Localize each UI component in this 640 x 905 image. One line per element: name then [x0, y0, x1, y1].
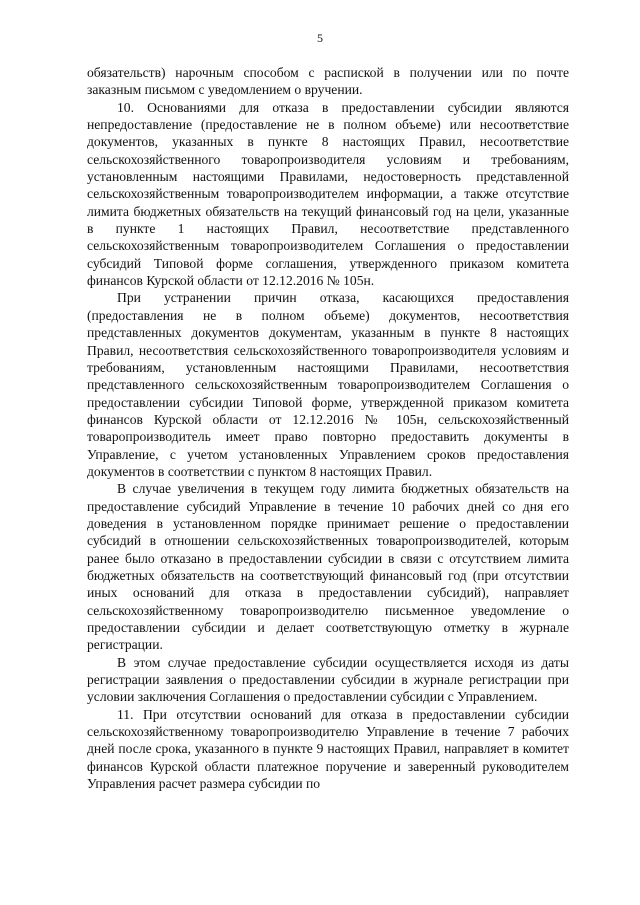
document-body: [87, 64, 569, 792]
paragraph-continuation: обязательств) нарочным способом с распиской в получении или по почте заказным письмом с уведомлением о вручении.: [87, 65, 569, 98]
paragraph-limit-increase: В случае увеличения в текущем году лимита бюджетных обязательств на предоставление субсидий Управление в течение 10 рабочих дней со дня его доведения в установленном порядке принимает решение о предоставлении субсидий в отношении сельскохозяйственных товаропроизводителей, которым ранее было отказано в предоставлении субсидии в связи с отсутствием лимита бюджетных обязательств на соответствующий финансовый год (при отсутствии иных оснований для отказа в предоставлении субсидий), направляет сельскохозяйственному товаропроизводителю письменное уведомление о предоставлении субсидии и делает соответствующую отметку в журнале регистрации.: [87, 481, 569, 653]
paragraph-registration-date: В этом случае предоставление субсидии осуществляется исходя из даты регистрации заявления о предоставлении субсидии в журнале регистрации при условии заключения Соглашения о предоставлении субсидии с Управлением.: [87, 654, 569, 705]
paragraph-resubmission: При устранении причин отказа, касающихся предоставления (предоставления не в полном объеме) документов, несоответствия представленных документов документам, указанным в пункте 8 настоящих Правил, несоответствия сельскохозяйственного товаропроизводителя условиям и требованиям, установленным настоящими Правилами, несоответствия представленного сельскохозяйственным товаропроизводителем Соглашения о предоставлении субсидии Типовой форме, утвержденной приказом комитета финансов Курской области от 12.12.2016 № 105н, сельскохозяйственный товаропроизводитель имеет право повторно предоставить документы в Управление, с учетом установленных Управлением сроков предоставления документов в соответствии с пунктом 8 настоящих Правил.: [87, 290, 569, 479]
paragraph-clause-10: 10. Основаниями для отказа в предоставлении субсидии являются непредоставление (предоставление не в полном объеме) или несоответствие документов, указанных в пункте 8 настоящих Правил, несоответствие сельскохозяйственного товаропроизводителя условиям и требованиям, установленным настоящими Правилами, недостоверность представленной сельскохозяйственным товаропроизводителем информации, а также отсутствие лимита бюджетных обязательств на текущий финансовый год на цели, указанные в пункте 1 настоящих Правил, несоответствие представленного сельскохозяйственным товаропроизводителем Соглашения о предоставлении субсидий Типовой форме соглашения, утвержденного приказом комитета финансов Курской области от 12.12.2016 № 105н.: [87, 99, 569, 289]
paragraph-clause-11: 11. При отсутствии оснований для отказа в предоставлении субсидии сельскохозяйственному товаропроизводителю Управление в течение 7 рабочих дней после срока, указанного в пункте 9 настоящих Правил, направляет в комитет финансов Курской области платежное поручение и заверенный руководителем Управления расчет размера субсидии по: [87, 706, 569, 792]
page-number: 5: [317, 31, 323, 45]
